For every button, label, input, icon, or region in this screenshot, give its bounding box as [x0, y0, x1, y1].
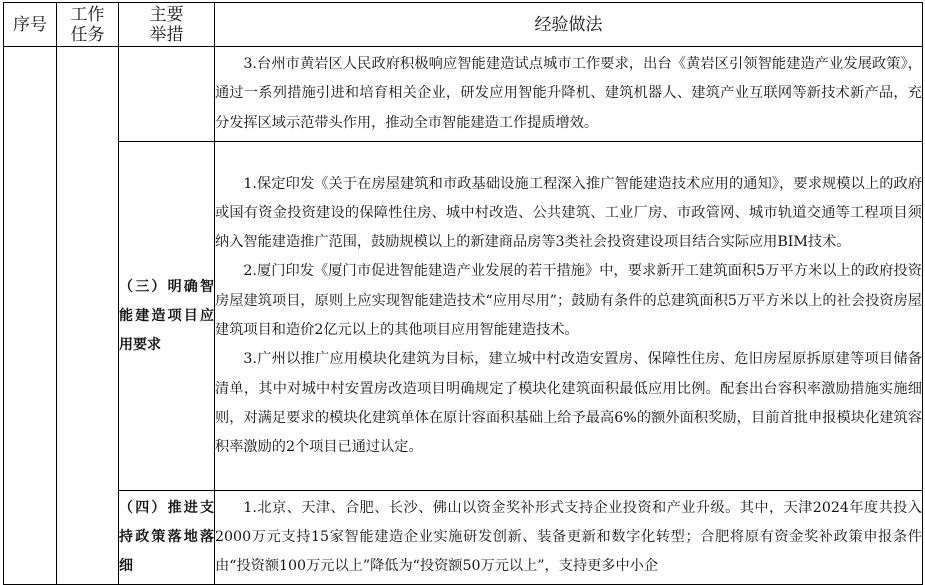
table-row: [4, 47, 923, 142]
task-cell: [57, 47, 119, 585]
practice-paragraph: 3.台州市黄岩区人民政府积极响应智能建造试点城市工作要求，出台《黄岩区引领智能建造产业发展政策》，通过一系列措施引进和培育相关企业，研发应用智能升降机、建筑机器人、建筑产业互联网等新技术新产品，充分发挥区域示范带头作用，推动全市智能建造工作提质增效。: [215, 56, 922, 131]
measure-cell: （三）明确智能建造项目应用要求: [119, 142, 215, 491]
practice-paragraph: 1.北京、天津、合肥、长沙、佛山以资金奖补形式支持企业投资和产业升级。其中，天津2024年度共投入2000万元支持15家智能建造企业实施研发创新、装备更新和数字化转型；合肥将原有资金奖补政策申报条件由“投资额100万元以上”降低为“投资额50万元以上”，支持更多中小企: [215, 499, 922, 575]
header-row: [4, 3, 923, 47]
header-measure: 主要举措: [119, 3, 215, 47]
practice-paragraph: 1.保定印发《关于在房屋建筑和市政基础设施工程深入推广智能建造技术应用的通知》，要求规模以上的政府或国有资金投资建设的保障性住房、城中村改造、公共建筑、工业厂房、市政管网、城市轨道交通等工程项目须纳入智能建造推广范围，鼓励规模以上的新建商品房等3类社会投资建设项目结合实际应用BIM技术。: [215, 175, 922, 251]
no-cell: [4, 47, 57, 585]
table-row: [4, 142, 923, 491]
measure-cell: [119, 47, 215, 142]
header-task: 工作任务: [57, 3, 119, 47]
header-practice: 经验做法: [215, 3, 923, 47]
practice-paragraph: 2.厦门印发《厦门市促进智能建造产业发展的若干措施》中，要求新开工建筑面积5万平方米以上的政府投资房屋建筑项目，原则上应实现智能建造技术“应用尽用”；鼓励有条件的总建筑面积5万平方米以上的社会投资房屋建筑项目和造价2亿元以上的其他项目应用智能建造技术。: [215, 263, 922, 338]
practice-paragraph: 3.广州以推广应用模块化建筑为目标，建立城中村改造安置房、保障性住房、危旧房屋原拆原建等项目储备清单，其中对城中村安置房改造项目明确规定了模块化建筑面积最低应用比例。配套出台容积率激励措施实施细则，对满足要求的模块化建筑单体在原计容面积基础上给予最高6%的额外面积奖励，目前首批申报模块化建筑容积率激励的2个项目已通过认定。: [215, 351, 922, 456]
table-row: [4, 491, 923, 585]
header-no: 序号: [4, 3, 57, 47]
experience-table: [3, 2, 923, 585]
practice-cell: [215, 491, 923, 585]
practice-cell: [215, 142, 923, 491]
measure-cell: （四）推进支持政策落地落细: [119, 491, 215, 585]
practice-cell: [215, 47, 923, 142]
